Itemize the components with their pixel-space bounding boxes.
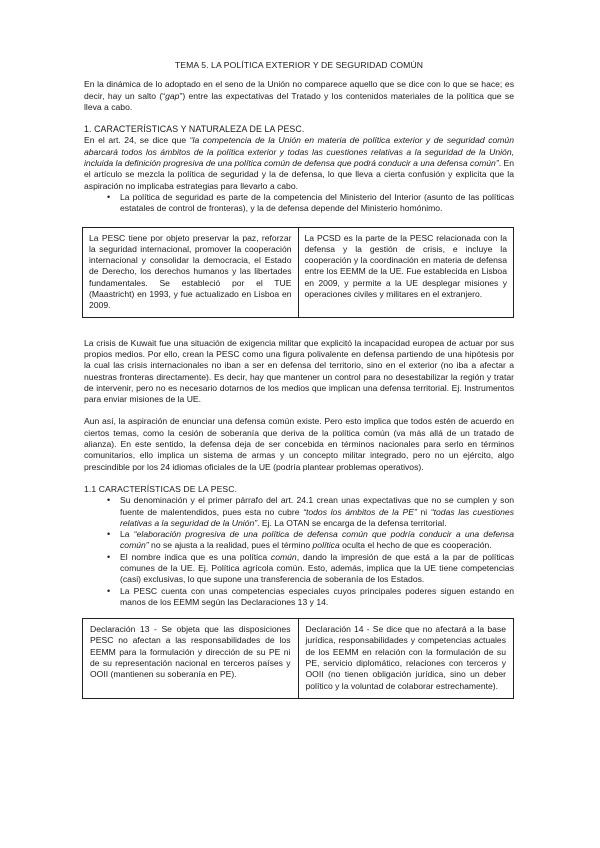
list-item: • El nombre indica que es una política común, dando la impresión de que está a la par de políticas comunes de la UE. Ej. Política agrícola común. Esto, además, implica que la UE tiene competencias (casi) exclusivas, lo que supone una transferencia de soberanía de los Estados. xyxy=(120,552,514,586)
list-item: • La PESC cuenta con unas competencias especiales cuyos principales poderes siguen estando en manos de los EEMM según las Declaraciones 13 y 14. xyxy=(120,586,514,609)
section-1-bullet-list xyxy=(84,192,514,215)
list-item: • Su denominación y el primer párrafo del art. 24.1 crean unas expectativas que no se cumplen y son fuente de malentendidos, pues esta no cubre “todos los ámbitos de la PE” ni “todas las cuestiones relativas a la seguridad de la Unión”. Ej. La OTAN se encarga de la defensa territorial. xyxy=(120,495,514,529)
declaration-14-box: Declaración 14 - Se dice que no afectará a la base jurídica, responsabilidades y competencias actuales de los EEMM en relación con la formulación de su PE, servicio diplomático, relaciones con terceros y OOII (no tienen obligación jurídica, sino un deber político y la voluntad de colaborar estrechamente). xyxy=(298,619,514,698)
section-1-1-bullet-list xyxy=(84,495,514,608)
declaration-13-box: Declaración 13 - Se objeta que las disposiciones PESC no afectan a las responsabilidades de los EEMM para la formulación y dirección de su PE ni de su representación nacional en terceros países y OOII (mantienen su soberanía en PE). xyxy=(90,624,291,680)
document-title: TEMA 5. LA POLÍTICA EXTERIOR Y DE SEGURIDAD COMÚN xyxy=(174,60,424,70)
list-item: • La política de seguridad es parte de la competencia del Ministerio del Interior (asunto de las políticas estatales de control de fronteras), y la de defensa depende del Ministerio homónimo. xyxy=(120,192,514,215)
kuwait-paragraph: La crisis de Kuwait fue una situación de exigencia militar que explicitó la incapacidad europea de actuar por sus propios medios. Por ello, crean la PESC como una figura polivalente en defensa partiendo de una hipótesis por la cual las crisis internacionales no iban a ser en defensa del territorio, sino en el exterior (no iba a afectar a nuestras fronteras directamente). Es decir, hay que mantener un control para no desestabilizar la región y tratar de intervenir, pero no es necesario dotarnos de los medios que implican una defensa territorial. Ej. Instrumentos para enviar misiones de la UE. xyxy=(84,337,514,405)
section-1-1-heading: 1.1 CARACTERÍSTICAS DE LA PESC. xyxy=(84,483,238,494)
section-1-heading: 1. CARACTERÍSTICAS Y NATURALEZA DE LA PESC. xyxy=(84,124,305,135)
declarations-table xyxy=(82,618,514,699)
intro-paragraph: En la dinámica de lo adoptado en el seno de la Unión no comparece aquello que se dice con lo que se hace; es decir, hay un salto (“gap”) entre las expectativas del Tratado y los contenidos materiales de la política que se lleva a cabo. xyxy=(84,79,514,112)
pesc-definition-box: La PESC tiene por objeto preservar la paz, reforzar la seguridad internacional, promover la cooperación internacional y consolidar la democracia, el Estado de Derecho, los derechos humanos y las libertades fundamentales. Se estableció por el TUE (Maastricht) en 1993, y fue actualizado en Lisboa en 2009. xyxy=(89,232,292,311)
section-1-paragraph: En el art. 24, se dice que “la competencia de la Unión en materia de política exterior y de seguridad común abarcará todos los ámbitos de la política exterior y todas las cuestiones relativas a la seguridad de la Unión, incluida la definición progresiva de una política común de defensa que podrá conducir a una defensa común”. En el artículo se mezcla la política de seguridad y la de defensa, lo que lleva a cierta confusión y explicita que la aspiración no implicaba estrategias para llevarlo a cabo. xyxy=(84,135,514,191)
common-defense-paragraph: Aun así, la aspiración de enunciar una defensa común existe. Pero esto implica que todos estén de acuerdo en ciertos temas, como la cesión de soberanía que deriva de la política común (va más allá de un tratado de alianza). En este sentido, la defensa deja de ser concebida en términos nacionales para serlo en términos comunitarios, ello implica un sistema de armas y un concepto militar integrado, pero no un ejército, algo prescindible por los 24 idiomas oficiales de la UE (podría plantear problemas operativos). xyxy=(84,416,514,472)
pesc-pcsd-table xyxy=(82,227,514,318)
list-item: • La “elaboración progresiva de una política de defensa común que podría conducir a una defensa común” no se ajusta a la realidad, pues el término política oculta el hecho de que es cooperación. xyxy=(120,529,514,552)
document-page xyxy=(84,60,514,699)
pcsd-definition-box: La PCSD es la parte de la PESC relacionada con la defensa y la gestión de crisis, e incluye la cooperación y la coordinación en materia de defensa entre los EEMM de la UE. Fue establecida en Lisboa en 2009, y permite a la UE desplegar misiones y operaciones civiles y militares en el extranjero. xyxy=(298,228,514,317)
